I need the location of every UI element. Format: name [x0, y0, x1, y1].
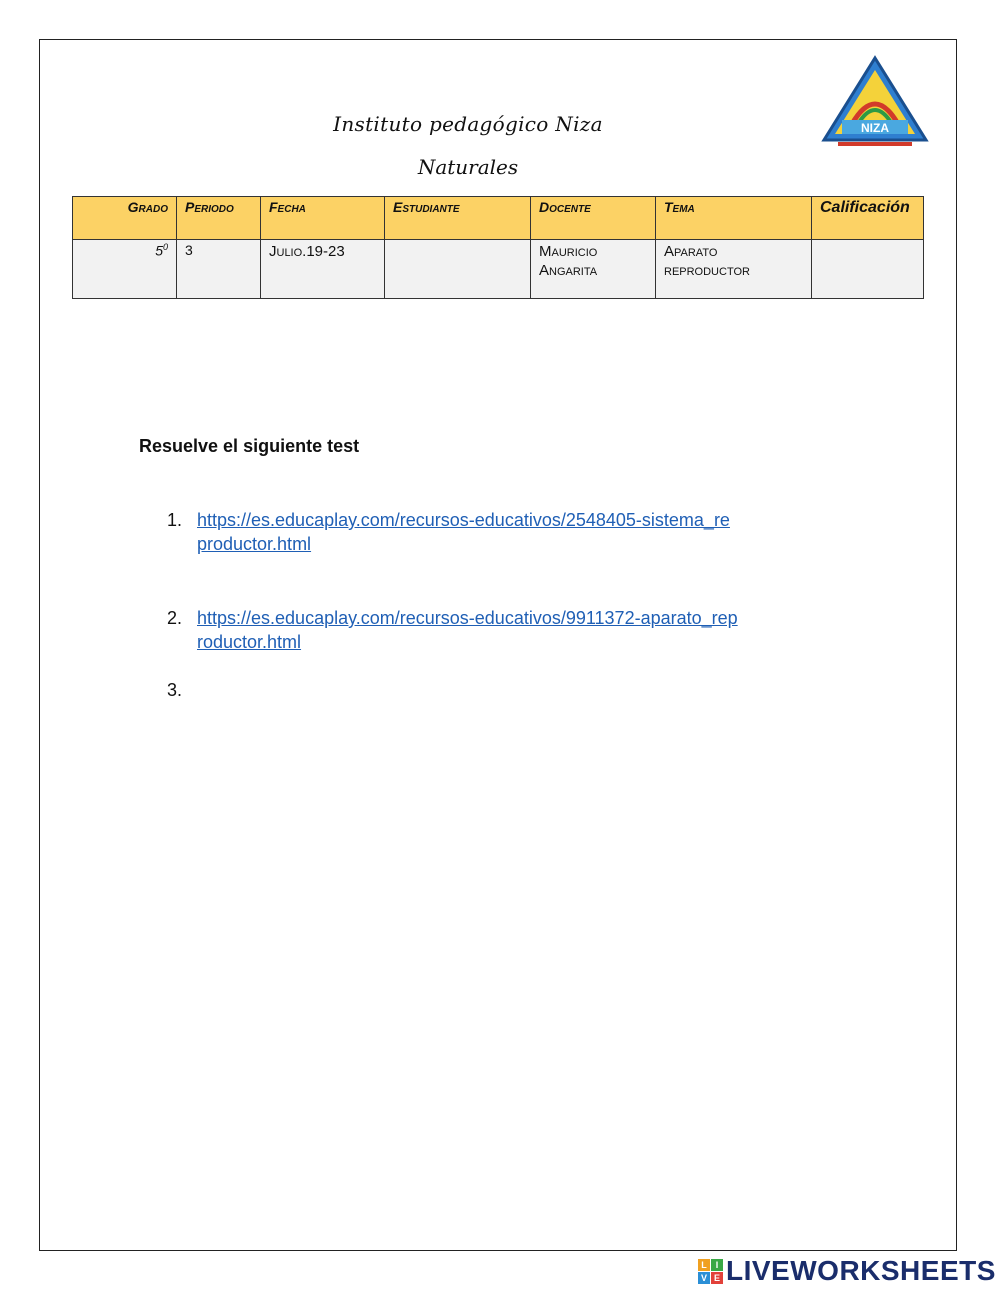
school-title: Instituto pedagógico Niza	[333, 112, 603, 136]
header-fecha: Fecha	[261, 197, 385, 240]
info-table	[72, 196, 924, 299]
item-number: 1.	[167, 510, 183, 530]
test-link-2[interactable]: https://es.educaplay.com/recursos-educativos/9911372-aparato_reproductor.html	[197, 608, 738, 652]
grado-sup: 0	[162, 242, 168, 252]
cell-calificacion[interactable]	[812, 240, 924, 299]
cell-docente	[531, 240, 656, 299]
subject-title: Naturales	[417, 155, 519, 179]
box-letter: E	[711, 1272, 723, 1284]
header-grado: Grado	[73, 197, 177, 240]
header-periodo: Periodo	[177, 197, 261, 240]
instruction-text: Resuelve el siguiente test	[139, 436, 360, 456]
tema-line2: reproductor	[664, 262, 750, 279]
item-number: 2.	[167, 608, 183, 628]
header-docente: Docente	[531, 197, 656, 240]
box-letter: I	[711, 1259, 723, 1271]
cell-periodo: 3	[177, 240, 261, 299]
tema-line1: Aparato	[664, 243, 718, 260]
logo-text: NIZA	[861, 121, 889, 135]
docente-line2: Angarita	[539, 262, 598, 279]
grado-value: 5	[155, 242, 163, 259]
list-item	[138, 508, 738, 556]
cell-grado	[73, 240, 177, 299]
test-link-1[interactable]: https://es.educaplay.com/recursos-educativos/2548405-sistema_reproductor.html	[197, 510, 730, 554]
docente-line1: Mauricio	[539, 243, 598, 260]
cell-estudiante[interactable]	[385, 240, 531, 299]
liveworksheets-logo[interactable]	[698, 1256, 996, 1286]
school-logo	[820, 54, 930, 154]
test-list	[138, 508, 738, 700]
cell-fecha	[261, 240, 385, 299]
fecha-value: Julio.19-23	[269, 243, 345, 260]
box-letter: L	[698, 1259, 710, 1271]
item-number: 3.	[167, 680, 183, 700]
list-item	[138, 606, 738, 654]
header-calificacion: Calificación	[812, 197, 924, 240]
header-estudiante: Estudiante	[385, 197, 531, 240]
box-letter: V	[698, 1272, 710, 1284]
cell-tema	[656, 240, 812, 299]
table-row	[73, 240, 924, 299]
liveworksheets-icon	[698, 1259, 723, 1284]
header-tema: Tema	[656, 197, 812, 240]
liveworksheets-brand: LIVEWORKSHEETS	[726, 1255, 996, 1286]
